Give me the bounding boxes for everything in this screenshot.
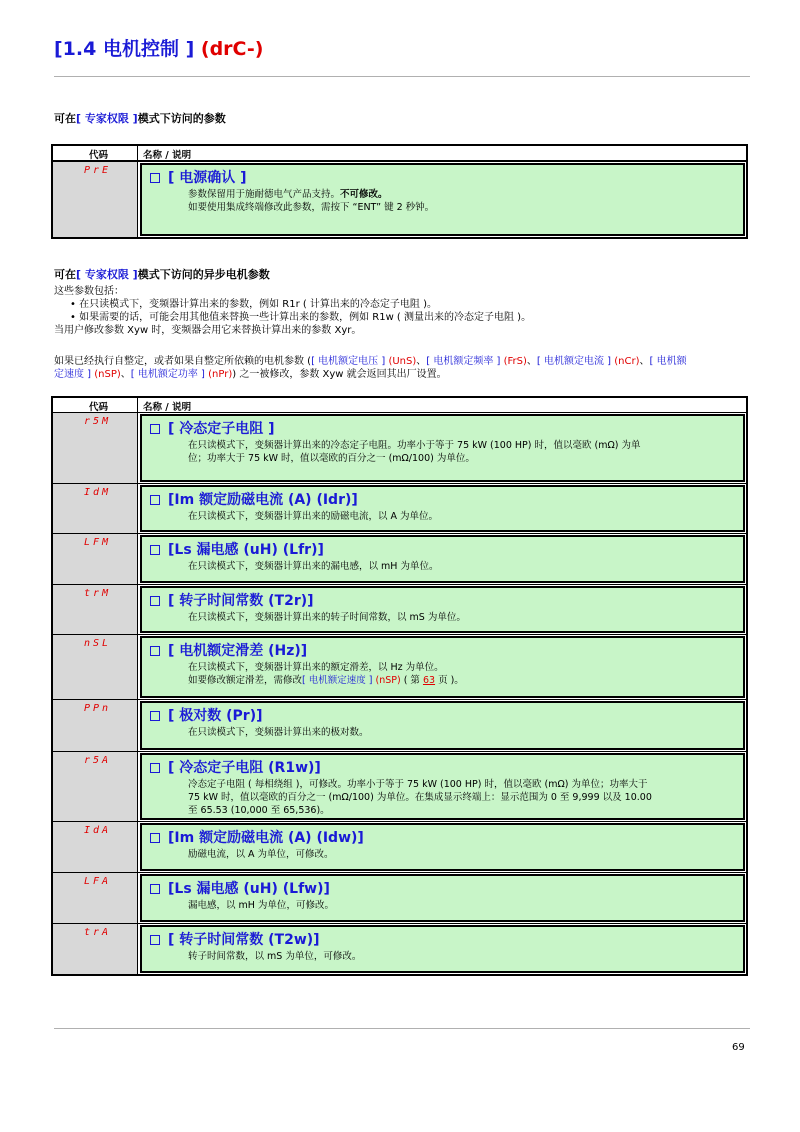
page-title-code: (drC-) (200, 38, 264, 60)
param-desc-cell (140, 163, 745, 236)
table-header (53, 146, 746, 161)
checkbox-icon (150, 495, 160, 505)
param-desc-cell (140, 586, 745, 633)
param-code-cell (53, 162, 138, 237)
section2-intro: 这些参数包括： • 在只读模式下，变频器计算出来的参数，例如 R1r ( 计算出来的冷态定子电阻 )。 • 如果需要的话，可能会用其他值来替换一些计算出来的参数，例如 R1w ( 测量出来的冷态定子电阻 )。 当用户修改参数 Xyw 时，变频器会用它来替换计算出来的参数 Xyr。 (54, 285, 754, 337)
checkbox-icon (150, 173, 160, 183)
checkbox-icon (150, 884, 160, 894)
param-desc-cell (140, 414, 745, 482)
param-code: r5A (83, 755, 111, 766)
param-desc-line: 在只读模式下，变频器计算出来的励磁电流，以 A 为单位。 (188, 511, 439, 522)
checkbox-icon (150, 763, 160, 773)
param-code-cell (53, 635, 138, 699)
param-code: LFA (83, 876, 111, 887)
param-code-cell (53, 534, 138, 584)
header-rule (54, 76, 750, 77)
section2-heading: 可在[ 专家权限 ]模式下访问的异步电机参数 (54, 268, 270, 281)
link-rated-voltage[interactable]: [ 电机额定电压 ] (311, 356, 386, 367)
param-desc-line: 75 kW 时，值以毫欧的百分之一 (mΩ/100) 为单位。在集成显示终端上：显示范围为 0 至 9,999 以及 10.00 (188, 792, 652, 803)
param-code-cell (53, 484, 138, 533)
param-desc-line: 励磁电流，以 A 为单位，可修改。 (188, 849, 334, 860)
param-name: [ 极对数 (Pr)] (150, 706, 737, 726)
param-code: trA (83, 927, 111, 938)
param-desc-line: 在只读模式下，变频器计算出来的漏电感，以 mH 为单位。 (188, 561, 439, 572)
param-name: [Ls 漏电感 (uH) (Lfr)] (150, 540, 737, 560)
link-rated-speed-cont[interactable]: 定速度 ] (54, 369, 92, 380)
param-desc-cell (140, 753, 745, 820)
param-code: PrE (83, 165, 111, 176)
table-row (53, 483, 746, 533)
param-code: LFM (83, 537, 111, 548)
checkbox-icon (150, 833, 160, 843)
table-row (53, 821, 746, 872)
table-1 (51, 144, 748, 239)
param-desc-line: 在只读模式下，变频器计算出来的转子时间常数，以 mS 为单位。 (188, 612, 466, 623)
table-row (53, 533, 746, 584)
link-rated-speed[interactable]: [ 电机额 (649, 356, 687, 367)
param-code-cell (53, 924, 138, 974)
param-code-cell (53, 413, 138, 483)
param-desc-cell (140, 485, 745, 532)
bullet-item: • 如果需要的话，可能会用其他值来替换一些计算出来的参数，例如 R1w ( 测量出来的冷态定子电阻 )。 (70, 312, 532, 323)
param-desc-line: 位；功率大于 75 kW 时，值以毫欧的百分之一 (mΩ/100) 为单位。 (188, 453, 475, 464)
link-rated-frequency[interactable]: [ 电机额定频率 ] (426, 356, 501, 367)
link-rated-power[interactable]: [ 电机额定功率 ] (130, 369, 205, 380)
param-desc-cell (140, 823, 745, 871)
param-desc-line: 漏电感，以 mH 为单位，可修改。 (188, 900, 334, 911)
table-row (53, 923, 746, 974)
table-header (53, 398, 746, 413)
bullet-item: • 在只读模式下，变频器计算出来的参数，例如 R1r ( 计算出来的冷态定子电阻 )。 (70, 299, 438, 310)
col-name-header: 名称 / 说明 (143, 150, 192, 161)
param-code: PPn (83, 703, 111, 714)
param-code: IdM (83, 487, 111, 498)
checkbox-icon (150, 711, 160, 721)
param-desc-cell (140, 636, 745, 698)
table-row (53, 699, 746, 751)
param-code: r5M (83, 416, 111, 427)
param-code-cell (53, 700, 138, 751)
table-row (53, 634, 746, 699)
page-title-bracket: [1.4 电机控制 ] (54, 38, 195, 60)
footer-rule (54, 1028, 750, 1029)
link-rated-speed[interactable]: [ 电机额定速度 ] (302, 675, 373, 686)
param-desc-line: 转子时间常数，以 mS 为单位，可修改。 (188, 951, 362, 962)
col-code-header: 代码 (89, 150, 109, 161)
param-desc-line: 至 65.53 (10,000 至 65,536)。 (188, 805, 330, 816)
param-code-cell (53, 585, 138, 634)
param-name: [Im 额定励磁电流 (A) (Idr)] (150, 490, 737, 510)
param-desc-line: 参数保留用于施耐德电气产品支持。不可修改。 (188, 189, 388, 200)
param-name: [Im 额定励磁电流 (A) (Idw)] (150, 828, 737, 848)
param-name: [ 电机额定滑差 (Hz)] (150, 641, 737, 661)
checkbox-icon (150, 424, 160, 434)
param-code-cell (53, 873, 138, 923)
param-desc-cell (140, 535, 745, 583)
param-name: [ 冷态定子电阻 ] (150, 419, 737, 439)
param-code: nSL (83, 638, 111, 649)
param-desc-line: 如要使用集成终端修改此参数，需按下 “ENT” 键 2 秒钟。 (188, 202, 435, 213)
table-row (53, 413, 746, 483)
col-code-header: 代码 (89, 402, 109, 413)
param-desc-cell (140, 874, 745, 922)
param-name: [ 转子时间常数 (T2r)] (150, 591, 737, 611)
section1-heading: 可在[ 专家权限 ]模式下访问的参数 (54, 112, 226, 125)
param-code: trM (83, 588, 111, 599)
param-desc-line: 冷态定子电阻 ( 每相绕组 )，可修改。功率小于等于 75 kW (100 HP) 时，值以毫欧 (mΩ) 为单位；功率大于 (188, 779, 648, 790)
checkbox-icon (150, 646, 160, 656)
checkbox-icon (150, 935, 160, 945)
page-ref-link[interactable]: 63 (422, 675, 436, 686)
param-desc-cell (140, 701, 745, 750)
param-name: [ 转子时间常数 (T2w)] (150, 930, 737, 950)
param-code-cell (53, 752, 138, 821)
param-desc-line: 在只读模式下，变频器计算出来的极对数。 (188, 727, 369, 738)
expert-level-link[interactable]: [ 专家权限 ] (76, 112, 138, 125)
table-row (53, 161, 746, 237)
param-name: [ 冷态定子电阻 (R1w)] (150, 758, 737, 778)
param-code: IdA (83, 825, 111, 836)
param-code-cell (53, 822, 138, 872)
param-name: [ 电源确认 ] (150, 168, 737, 188)
table-2 (51, 396, 748, 976)
param-desc-cell (140, 925, 745, 973)
param-name: [Ls 漏电感 (uH) (Lfw)] (150, 879, 737, 899)
checkbox-icon (150, 596, 160, 606)
param-desc-line: 在只读模式下，变频器计算出来的额定滑差，以 Hz 为单位。 (188, 662, 444, 673)
link-rated-current[interactable]: [ 电机额定电流 ] (536, 356, 612, 367)
expert-level-link[interactable]: [ 专家权限 ] (76, 268, 138, 281)
section2-note: 如果已经执行自整定，或者如果自整定所依赖的电机参数 ([ 电机额定电压 ] (UnS)、[ 电机额定频率 ] (FrS)、[ 电机额定电流 ] (nCr)、[ 电机额 定速度 ] (nSP)、[ 电机额定功率 ] (nPr)) 之一被修改，参数 Xyw 就会返回其出厂设置。 (54, 356, 687, 380)
table-row (53, 584, 746, 634)
col-name-header: 名称 / 说明 (143, 402, 192, 413)
param-desc-line: 如要修改额定滑差，需修改[ 电机额定速度 ] (nSP) ( 第 63 页 )。 (188, 675, 464, 686)
page-title (54, 34, 264, 61)
param-desc-line: 在只读模式下，变频器计算出来的冷态定子电阻。功率小于等于 75 kW (100 HP) 时，值以毫欧 (mΩ) 为单 (188, 440, 641, 451)
table-row (53, 872, 746, 923)
page-number: 69 (732, 1042, 745, 1053)
checkbox-icon (150, 545, 160, 555)
table-row (53, 751, 746, 821)
